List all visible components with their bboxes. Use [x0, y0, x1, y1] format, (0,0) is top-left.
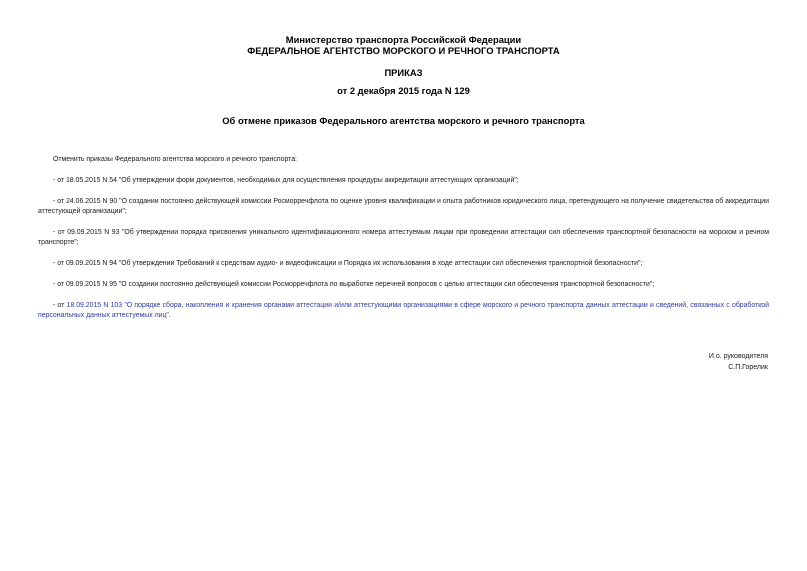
list-item: - от 09.09.2015 N 94 "Об утверждении Требований к средствам аудио- и видеофиксации и Порядка их использования в ходе аттестации сил обеспечения транспортной безопасности"; [53, 260, 643, 267]
list-item: - от 09.09.2015 N 93 "Об утверждении порядка присвоения уникального идентификационного номера аттестуемым лицам при проведении аттестации сил обеспечения транспортной безопасности на морском и речном транспорте"; [38, 229, 769, 247]
signature-position: И.о. руководителя [708, 353, 768, 360]
document-date: от 2 декабря 2015 года N 129 [337, 85, 470, 96]
document-title: Об отмене приказов Федерального агентства морского и речного транспорта [222, 115, 585, 126]
ministry-heading: Министерство транспорта Российской Федерации [285, 34, 522, 45]
list-item-prefix: - от [53, 302, 67, 309]
agency-heading: ФЕДЕРАЛЬНОЕ АГЕНТСТВО МОРСКОГО И РЕЧНОГО ТРАНСПОРТА [247, 45, 560, 56]
order-103-link[interactable]: 18.09.2015 N 103 "О порядке сбора, накопления и хранения органами аттестации и/или аттестующими организациями в сфере морского и речного транспорта данных аттестации и сведений, связанных с обработкой персональных данных аттестуемых лиц" [38, 302, 769, 320]
document-type: ПРИКАЗ [384, 67, 423, 78]
list-item: - от 24.06.2015 N 90 "О создании постоянно действующей комиссии Росморречфлота по оценке уровня квалификации и опыта работников юридического лица, претендующего на получение свидетельства об аккредитации аттестующей организации"; [38, 198, 769, 216]
intro-paragraph: Отменить приказы Федерального агентства морского и речного транспорта: [53, 156, 297, 163]
list-item: - от 09.09.2015 N 95 "О создании постоянно действующей комиссии Росморречфлота по выработке перечней вопросов с целью аттестации сил обеспечения транспортной безопасности"; [53, 281, 655, 288]
list-item: - от 18.05.2015 N 54 "Об утверждении форм документов, необходимых для осуществления процедуры аккредитации аттестующих организаций"; [53, 177, 519, 184]
list-item-linked [38, 301, 769, 321]
list-item-suffix: . [168, 312, 171, 320]
signature-name: С.П.Горелик [728, 364, 768, 371]
